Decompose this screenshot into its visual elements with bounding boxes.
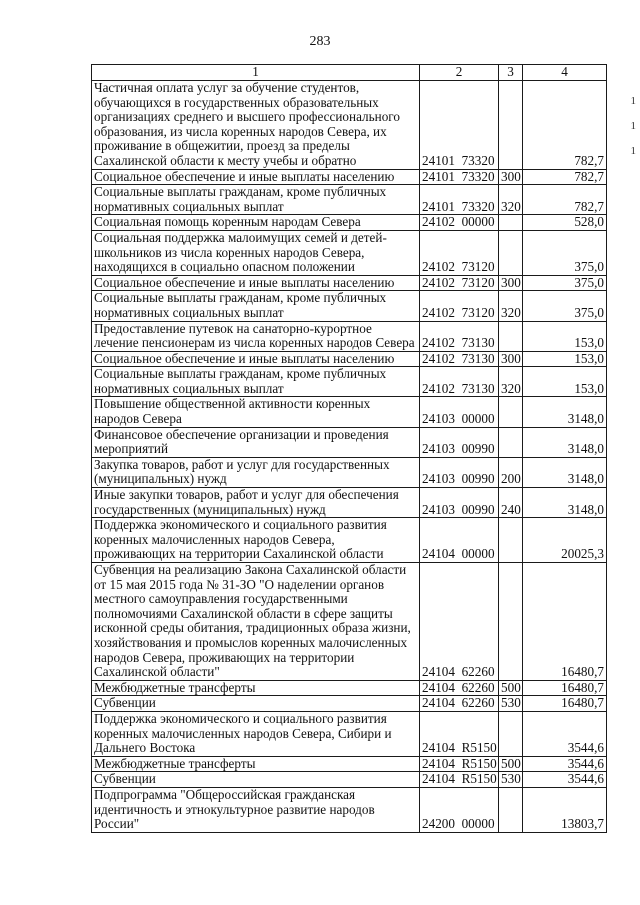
row-code-cell: 24104 R5150: [420, 711, 499, 756]
row-code-cell: 24103 00990: [420, 488, 499, 518]
table-row: [92, 81, 607, 170]
row-sum-cell: 3544,6: [523, 772, 607, 788]
row-name-cell: Субвенции: [92, 772, 420, 788]
row-name-cell: Социальные выплаты гражданам, кроме публичных нормативных социальных выплат: [92, 367, 420, 397]
row-type-cell: 530: [499, 772, 523, 788]
row-sum-cell: 3148,0: [523, 457, 607, 487]
row-code-cell: 24102 73120: [420, 275, 499, 291]
table-row: [92, 185, 607, 215]
row-type-cell: 300: [499, 169, 523, 185]
row-name-cell: Социальные выплаты гражданам, кроме публичных нормативных социальных выплат: [92, 291, 420, 321]
row-name-cell: Повышение общественной активности коренных народов Севера: [92, 397, 420, 427]
row-sum-cell: 3544,6: [523, 756, 607, 772]
row-type-cell: 300: [499, 275, 523, 291]
side-mark: 1: [630, 120, 636, 132]
row-code-cell: 24101 73320: [420, 169, 499, 185]
row-type-cell: [499, 397, 523, 427]
row-sum-cell: 375,0: [523, 275, 607, 291]
row-name-cell: Социальное обеспечение и иные выплаты населению: [92, 169, 420, 185]
table-row: [92, 711, 607, 756]
row-type-cell: 320: [499, 291, 523, 321]
row-code-cell: 24104 R5150: [420, 772, 499, 788]
row-type-cell: 200: [499, 457, 523, 487]
row-code-cell: 24103 00990: [420, 457, 499, 487]
row-sum-cell: 375,0: [523, 291, 607, 321]
row-name-cell: Предоставление путевок на санаторно-курортное лечение пенсионерам из числа коренных народов Севера: [92, 321, 420, 351]
table-row: [92, 488, 607, 518]
side-mark: 1: [630, 145, 636, 157]
row-type-cell: [499, 787, 523, 832]
table-row: [92, 215, 607, 231]
table-row: [92, 291, 607, 321]
row-code-cell: 24103 00000: [420, 397, 499, 427]
row-code-cell: 24102 73120: [420, 291, 499, 321]
page-number: 283: [309, 34, 331, 49]
row-code-cell: 24104 62260: [420, 680, 499, 696]
row-code-cell: 24102 00000: [420, 215, 499, 231]
row-sum-cell: 153,0: [523, 351, 607, 367]
side-mark: 1: [630, 95, 636, 107]
table-row: [92, 680, 607, 696]
table-row: [92, 756, 607, 772]
row-code-cell: 24103 00990: [420, 427, 499, 457]
row-name-cell: Частичная оплата услуг за обучение студентов, обучающихся в государственных образовательных организациях среднего и высшего профессионального образования, из числа коренных народов Севера, их проживание в общежитии, проезд за пределы Сахалинской области к месту учебы и обратно: [92, 81, 420, 170]
row-sum-cell: 528,0: [523, 215, 607, 231]
row-type-cell: 320: [499, 367, 523, 397]
row-sum-cell: 16480,7: [523, 696, 607, 712]
row-sum-cell: 3148,0: [523, 397, 607, 427]
row-sum-cell: 20025,3: [523, 518, 607, 563]
row-sum-cell: 16480,7: [523, 563, 607, 681]
row-code-cell: 24104 62260: [420, 563, 499, 681]
row-code-cell: 24102 73130: [420, 321, 499, 351]
table-row: [92, 563, 607, 681]
row-sum-cell: 13803,7: [523, 787, 607, 832]
row-name-cell: Социальная помощь коренным народам Севера: [92, 215, 420, 231]
row-type-cell: [499, 81, 523, 170]
row-code-cell: 24104 62260: [420, 696, 499, 712]
row-name-cell: Поддержка экономического и социального развития коренных малочисленных народов Севера, Сибири и Дальнего Востока: [92, 711, 420, 756]
row-name-cell: Иные закупки товаров, работ и услуг для обеспечения государственных (муниципальных) нужд: [92, 488, 420, 518]
row-type-cell: [499, 427, 523, 457]
row-sum-cell: 3148,0: [523, 488, 607, 518]
row-name-cell: Субвенция на реализацию Закона Сахалинской области от 15 мая 2015 года № 31-ЗО "О наделении органов местного самоуправления государственными полномочиями Сахалинской области в сфере защиты исконной среды обитания, традиционных образа жизни, хозяйствования и промыслов коренных малочисленных народов Севера, проживающих на территории Сахалинской области": [92, 563, 420, 681]
row-code-cell: 24102 73120: [420, 230, 499, 275]
row-name-cell: Субвенции: [92, 696, 420, 712]
row-sum-cell: 782,7: [523, 169, 607, 185]
row-name-cell: Межбюджетные трансферты: [92, 680, 420, 696]
row-code-cell: 24200 00000: [420, 787, 499, 832]
row-code-cell: 24102 73130: [420, 367, 499, 397]
row-name-cell: Социальное обеспечение и иные выплаты населению: [92, 351, 420, 367]
row-sum-cell: 3148,0: [523, 427, 607, 457]
table-row: [92, 351, 607, 367]
row-type-cell: 320: [499, 185, 523, 215]
row-sum-cell: 3544,6: [523, 711, 607, 756]
row-type-cell: 500: [499, 756, 523, 772]
budget-table: [91, 64, 607, 833]
row-sum-cell: 153,0: [523, 367, 607, 397]
row-sum-cell: 153,0: [523, 321, 607, 351]
header-cell-type: 3: [499, 65, 523, 81]
row-name-cell: Финансовое обеспечение организации и проведения мероприятий: [92, 427, 420, 457]
row-code-cell: 24104 00000: [420, 518, 499, 563]
row-type-cell: [499, 321, 523, 351]
row-type-cell: [499, 518, 523, 563]
table-row: [92, 457, 607, 487]
row-name-cell: Социальные выплаты гражданам, кроме публичных нормативных социальных выплат: [92, 185, 420, 215]
table-row: [92, 230, 607, 275]
table-row: [92, 518, 607, 563]
table-row: [92, 696, 607, 712]
row-type-cell: 500: [499, 680, 523, 696]
row-sum-cell: 782,7: [523, 185, 607, 215]
row-type-cell: [499, 711, 523, 756]
row-type-cell: [499, 215, 523, 231]
row-sum-cell: 375,0: [523, 230, 607, 275]
row-code-cell: 24101 73320: [420, 81, 499, 170]
table-row: [92, 427, 607, 457]
table-row: [92, 321, 607, 351]
row-type-cell: 300: [499, 351, 523, 367]
row-code-cell: 24102 73130: [420, 351, 499, 367]
row-type-cell: [499, 230, 523, 275]
header-cell-sum: 4: [523, 65, 607, 81]
header-cell-code: 2: [420, 65, 499, 81]
row-type-cell: [499, 563, 523, 681]
table-row: [92, 787, 607, 832]
table-row: [92, 367, 607, 397]
row-sum-cell: 782,7: [523, 81, 607, 170]
row-code-cell: 24101 73320: [420, 185, 499, 215]
row-name-cell: Межбюджетные трансферты: [92, 756, 420, 772]
table-row: [92, 275, 607, 291]
table-row: [92, 772, 607, 788]
table-header-row: [92, 65, 607, 81]
row-name-cell: Закупка товаров, работ и услуг для государственных (муниципальных) нужд: [92, 457, 420, 487]
row-type-cell: 530: [499, 696, 523, 712]
row-code-cell: 24104 R5150: [420, 756, 499, 772]
row-name-cell: Социальная поддержка малоимущих семей и детей-школьников из числа коренных народов Севера, находящихся в социально опасном положении: [92, 230, 420, 275]
table-row: [92, 397, 607, 427]
row-type-cell: 240: [499, 488, 523, 518]
row-sum-cell: 16480,7: [523, 680, 607, 696]
row-name-cell: Социальное обеспечение и иные выплаты населению: [92, 275, 420, 291]
row-name-cell: Подпрограмма "Общероссийская гражданская идентичность и этнокультурное развитие народов России": [92, 787, 420, 832]
table-row: [92, 169, 607, 185]
header-cell-name: 1: [92, 65, 420, 81]
row-name-cell: Поддержка экономического и социального развития коренных малочисленных народов Севера, проживающих на территории Сахалинской области: [92, 518, 420, 563]
